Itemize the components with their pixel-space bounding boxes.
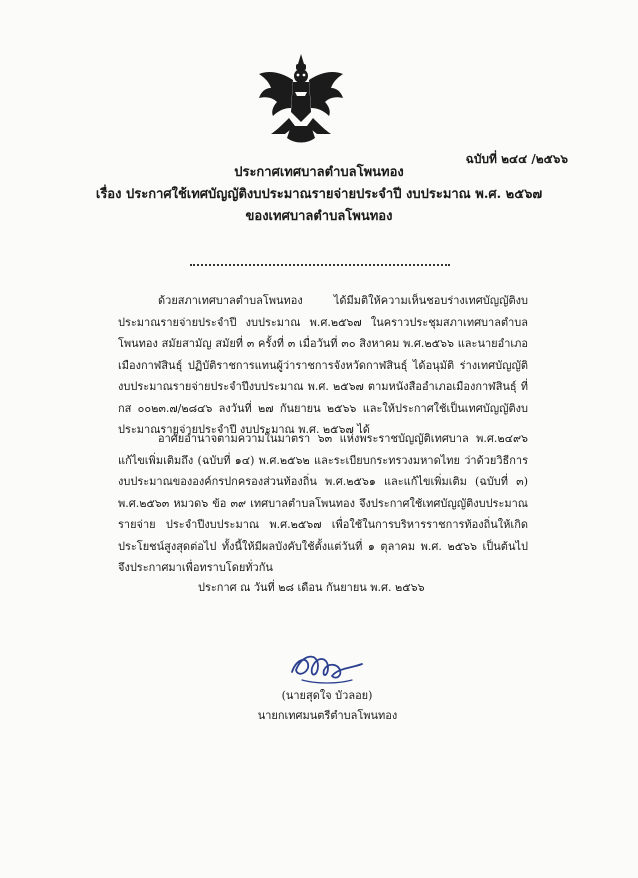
announcement-title: ประกาศเทศบาลตำบลโพนทอง — [234, 165, 404, 180]
dotted-divider — [190, 262, 450, 266]
body-paragraph-1: ด้วยสภาเทศบาลตำบลโพนทอง ได้มีมติให้ความเห็นชอบร่างเทศบัญญัติงบประมาณรายจ่ายประจำปี งบประมาณ พ.ศ.๒๕๖๗ ในคราวประชุมสภาเทศบาลตำบลโพนทอง สมัยสามัญ สมัยที่ ๓ ครั้งที่ ๓ เมื่อวันที่ ๓๐ สิงหาคม พ.ศ.๒๕๖๖ และนายอำเภอเมืองกาฬสินธุ์ ปฏิบัติราชการแทนผู้ว่าราชการจังหวัดกาฬสินธุ์ ได้อนุมัติ ร่างเทศบัญญัติงบประมาณรายจ่ายประจำปีงบประมาณ พ.ศ. ๒๕๖๗ ตามหนังสืออำเภอเมืองกาฬสินธุ์ ที่ กส ๐๐๒๓.๗/๒๘๔๖ ลงวันที่ ๒๗ กันยายน ๒๕๖๖ และให้ประกาศใช้เป็นเทศบัญญัติงบประมาณรายจ่ายประจำปี งบประมาณ พ.ศ. ๒๕๖๗ ได้ — [118, 294, 528, 436]
announcement-date: ประกาศ ณ วันที่ ๒๘ เดือน กันยายน พ.ศ. ๒๕๖๖ — [198, 581, 425, 594]
body-paragraph-2: อาศัยอำนาจตามความในมาตรา ๖๓ แห่งพระราชบัญญัติเทศบาล พ.ศ.๒๔๙๖ แก้ไขเพิ่มเติมถึง (ฉบับที่ ๑๔) พ.ศ.๒๕๖๒ และระเบียบกระทรวงมหาดไทย ว่าด้วยวิธีการงบประมาณขององค์กรปกครองส่วนท้องถิ่น พ.ศ.๒๕๖๑ และแก้ไขเพิ่มเติม (ฉบับที่ ๓) พ.ศ.๒๕๖๓ หมวด๖ ข้อ ๓๙ เทศบาลตำบลโพนทอง จึงประกาศใช้เทศบัญญัติงบประมาณรายจ่าย ประจำปีงบประมาณ พ.ศ.๒๕๖๗ เพื่อใช้ในการบริหารราชการท้องถิ่นให้เกิดประโยชน์สูงสุดต่อไป ทั้งนี้ให้มีผลบังคับใช้ตั้งแต่วันที่ ๑ ตุลาคม พ.ศ. ๒๕๖๖ เป็นต้นไป จึงประกาศมาเพื่อทราบโดยทั่วกัน — [118, 432, 528, 574]
announcement-subject: เรื่อง ประกาศใช้เทศบัญญัติงบประมาณรายจ่ายประจำปี งบประมาณ พ.ศ. ๒๕๖๗ — [95, 187, 543, 202]
announcement-issuer: ของเทศบาลตำบลโพนทอง — [245, 209, 393, 224]
issue-number: ฉบับที่ ๒๔๔ /๒๕๖๖ — [465, 152, 568, 166]
handwritten-signature-icon — [282, 642, 374, 690]
signer-title: นายกเทศมนตรีตำบลโพนทอง — [257, 709, 398, 722]
garuda-emblem-icon — [255, 52, 347, 148]
signer-name: (นายสุดใจ บัวลอย) — [281, 689, 373, 702]
